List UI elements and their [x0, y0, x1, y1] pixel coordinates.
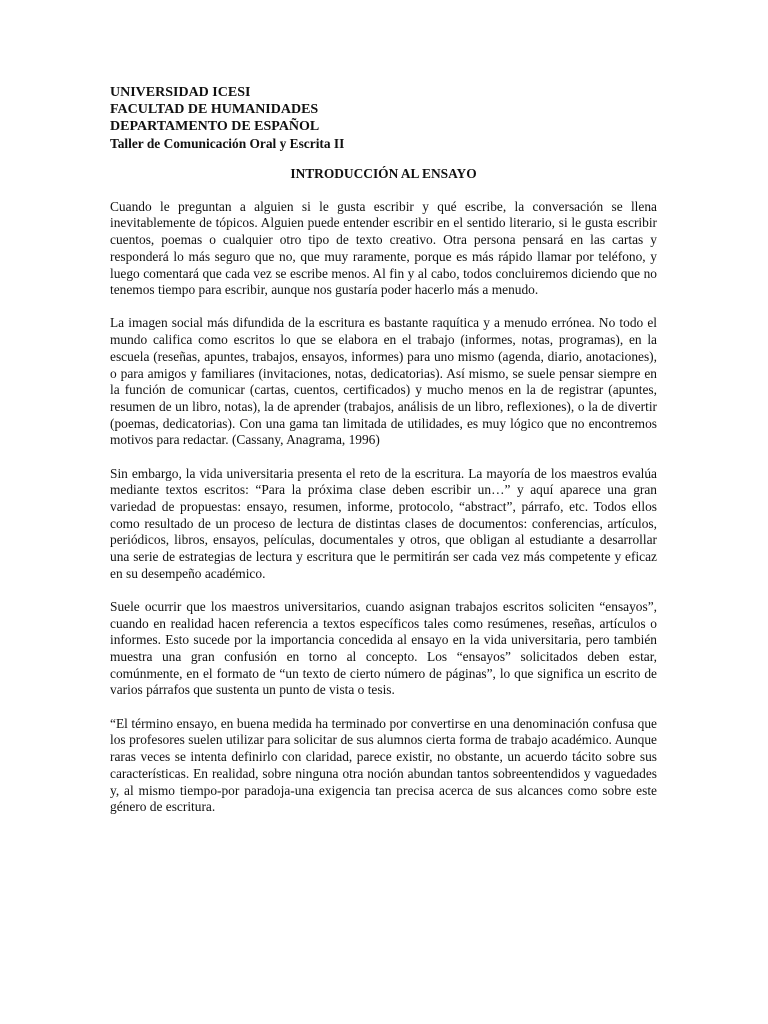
- document-header: [110, 84, 657, 152]
- faculty-name: FACULTAD DE HUMANIDADES: [110, 102, 319, 117]
- paragraph-2: La imagen social más difundida de la escritura es bastante raquítica y a menudo errónea. No todo el mundo califica como escritos lo que se elabora en el trabajo (informes, notas, programas), en la escuela (reseñas, apuntes, trabajos, ensayos, informes) para uno mismo (agenda, diario, anotaciones), o para amigos y familiares (invitaciones, notas, dedicatorias). Así mismo, se suele pensar siempre en la función de comunicar (cartas, cuentos, certificados) y mucho menos en la de registrar (apuntes, resumen de un libro, notas), la de aprender (trabajos, análisis de un libro, reflexiones), o la de divertir (poemas, dedicatorias). Con una gama tan limitada de utilidades, es muy lógico que no encontremos motivos para redactar. (Cassany, Anagrama, 1996): [110, 315, 657, 448]
- document-body: [110, 199, 657, 816]
- document-page: [110, 84, 657, 832]
- paragraph-5: “El término ensayo, en buena medida ha terminado por convertirse en una denominación confusa que los profesores suelen utilizar para solicitar de sus alumnos cierta forma de trabajo académico. Aunque raras veces se intenta definirlo con claridad, parece existir, no obstante, un acuerdo tácito sobre sus características. En realidad, sobre ninguna otra noción abundan tantos sobreentendidos y vaguedades y, al mismo tiempo-por paradoja-una exigencia tan precisa acerca de sus alcances como sobre este género de escritura.: [110, 715, 657, 815]
- paragraph-4: Suele ocurrir que los maestros universitarios, cuando asignan trabajos escritos soliciten “ensayos”, cuando en realidad hacen referencia a textos específicos tales como resúmenes, reseñas, artículos o informes. Esto sucede por la importancia concedida al ensayo en la vida universitaria, pero también muestra una gran confusión en torno al concepto. Los “ensayos” solicitados deben estar, comúnmente, en el formato de “un texto de cierto número de páginas”, lo que significa un escrito de varios párrafos que sustenta un punto de vista o tesis.: [110, 598, 657, 698]
- university-name: UNIVERSIDAD ICESI: [110, 85, 251, 100]
- paragraph-3: Sin embargo, la vida universitaria presenta el reto de la escritura. La mayoría de los maestros evalúa mediante textos escritos: “Para la próxima clase deben escribir un…” y aquí aparece una gran variedad de propuestas: ensayo, resumen, informe, protocolo, “abstract”, párrafo, etc. Todos ellos como resultado de un proceso de lectura de distintas clases de documentos: conferencias, artículos, periódicos, libros, ensayos, películas, documentales y otros, que obligan al estudiante a desarrollar una serie de estrategias de lectura y escritura que le permitirán ser cada vez más competente y eficaz en su desempeño académico.: [110, 465, 657, 581]
- department-name: DEPARTAMENTO DE ESPAÑOL: [110, 119, 320, 134]
- document-title: INTRODUCCIÓN AL ENSAYO: [290, 166, 477, 181]
- course-name: Taller de Comunicación Oral y Escrita II: [110, 136, 345, 151]
- paragraph-1: Cuando le preguntan a alguien si le gusta escribir y qué escribe, la conversación se llena inevitablemente de tópicos. Alguien puede entender escribir en el sentido literario, si le gusta escribir cuentos, poemas o cualquier otro tipo de texto creativo. Otra persona pensará en las cartas y responderá lo más seguro que no, que muy raramente, porque es más rápido llamar por teléfono, y luego comentará que cada vez se escribe menos. Al fin y al cabo, todos concluiremos diciendo que no tenemos tiempo para escribir, aunque nos gustaría poder hacerlo más a menudo.: [110, 198, 657, 298]
